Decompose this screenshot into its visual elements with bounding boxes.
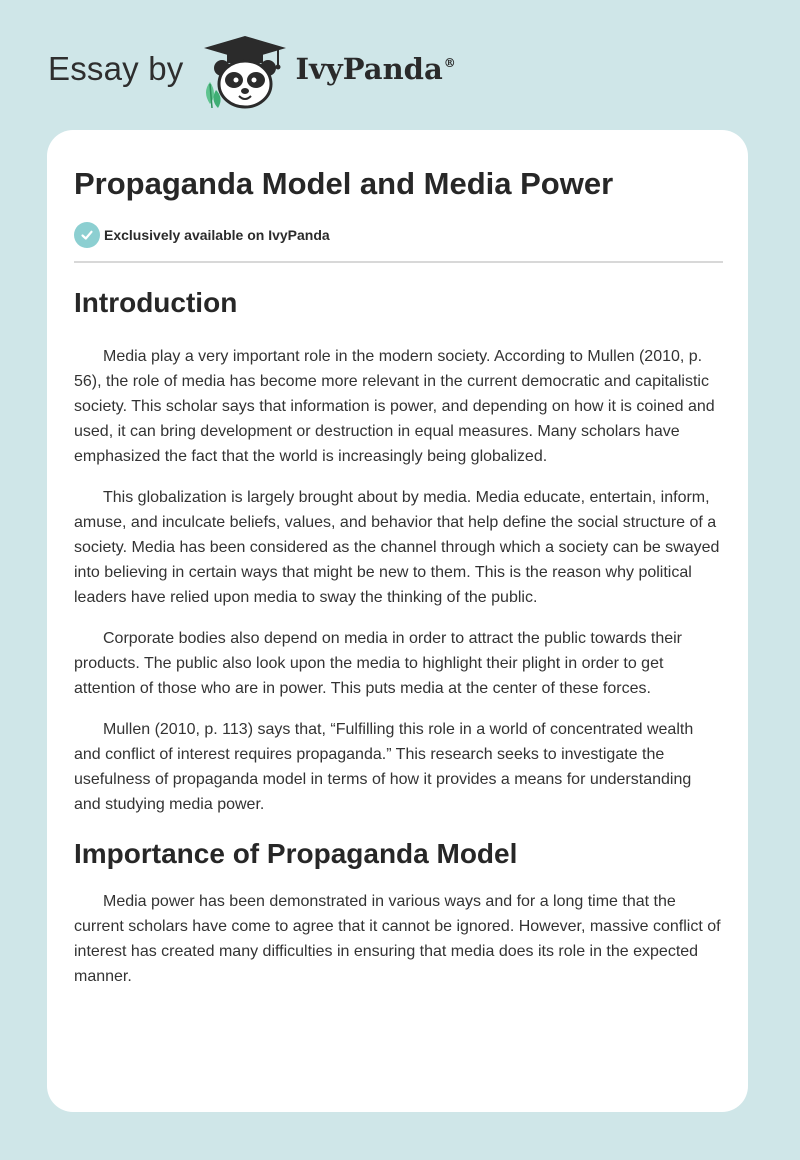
exclusive-badge (74, 222, 722, 248)
paragraph: Corporate bodies also depend on media in order to attract the public towards their products. The public also look upon the media to highlight their plight in order to get attention of those who are in power. This puts media at the center of these forces. (74, 630, 683, 697)
paragraph: Media power has been demonstrated in various ways and for a long time that the current scholars have come to agree that it cannot be ignored. However, massive conflict of interest has created many difficulties in ensuring that media does its role in the expected manner. (74, 893, 721, 985)
exclusive-label: Exclusively available on IvyPanda (104, 227, 330, 243)
essay-card (47, 130, 748, 1112)
checkmark-icon (74, 222, 100, 248)
section-heading-importance: Importance of Propaganda Model (74, 838, 518, 869)
paragraph: This globalization is largely brought about by media. Media educate, entertain, inform, amuse, and inculcate beliefs, values, and behavior that help define the social structure of a society. Media has been considered as the channel through which a society can be swayed into believing in certain ways that might be new to them. This is the reason why political leaders have relied upon media to sway the thinking of the public. (74, 489, 720, 606)
divider (74, 261, 723, 263)
paragraph: Mullen (2010, p. 113) says that, “Fulfilling this role in a world of concentrated wealth and conflict of interest requires propaganda.” This research seeks to investigate the usefulness of propaganda model in terms of how it provides a means for understanding and studying media power. (74, 721, 694, 813)
section-heading-introduction: Introduction (74, 287, 238, 318)
paragraph: Media play a very important role in the modern society. According to Mullen (2010, p. 56), the role of media has become more relevant in the current democratic and capitalistic society. This scholar says that information is power, and depending on how it is coined and used, it can bring development or destruction in equal measures. Many scholars have emphasized the fact that the world is increasingly being globalized. (74, 348, 715, 465)
essay-by-label: Essay by (48, 50, 184, 87)
registered-mark: ® (443, 56, 456, 70)
brand-name[interactable]: IvyPanda® (295, 52, 456, 86)
page-title: Propaganda Model and Media Power (74, 166, 614, 201)
site-header (48, 34, 456, 110)
panda-logo-icon[interactable] (200, 34, 290, 110)
